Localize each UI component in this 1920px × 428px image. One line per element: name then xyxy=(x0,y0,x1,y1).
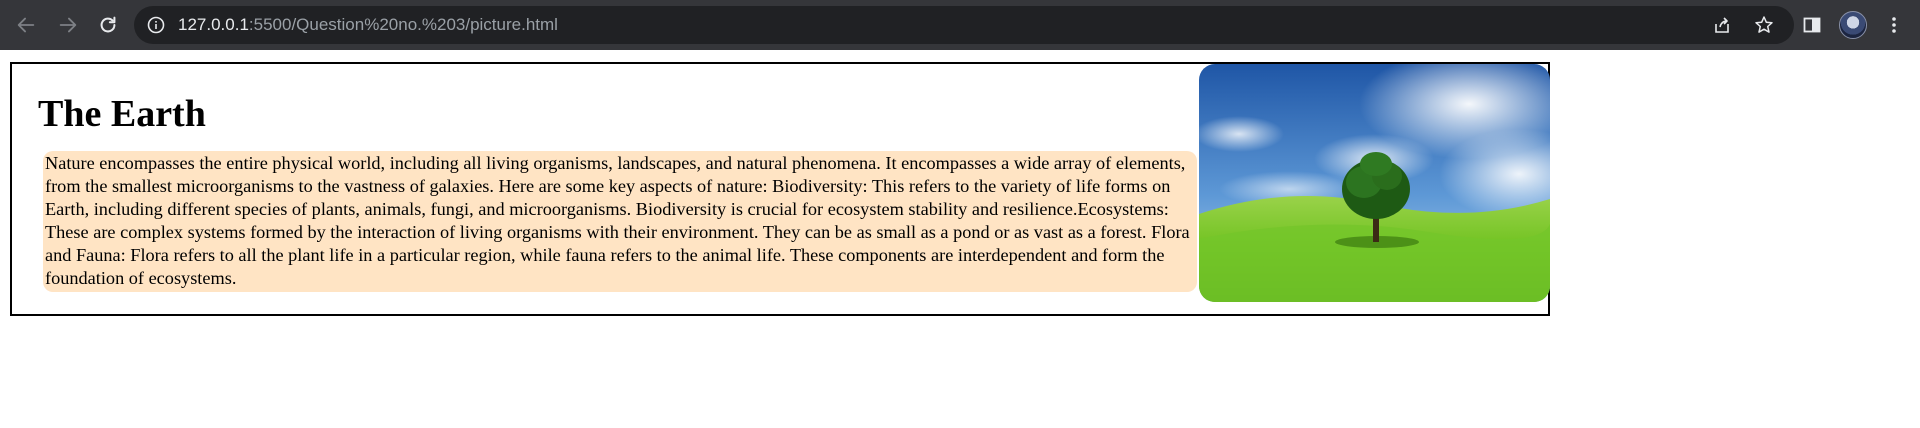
menu-button[interactable] xyxy=(1878,9,1910,41)
nature-paragraph: Nature encompasses the entire physical world, including all living organisms, landscapes, and natural phenomena. It encompasses a wide array of elements, from the smallest microorganisms to the vastness of galaxies. Here are some key aspects of nature: Biodiversity: This refers to the variety of life forms on Earth, including different species of plants, animals, fungi, and microorganisms. Biodiversity is crucial for ecosystem stability and resilience.Ecosystems: These are complex systems formed by the interaction of living organisms with their environment. They can be as small as a pond or as vast as a forest. Flora and Fauna: Flora refers to all the plant life in a particular region, while fauna refers to the animal life. These components are interdependent and form the foundation of ecosystems. xyxy=(43,151,1197,292)
bookmark-button[interactable] xyxy=(1752,13,1776,37)
tree-landscape-image xyxy=(1199,64,1550,302)
bookmark-star-icon xyxy=(1754,15,1774,35)
content-box xyxy=(10,62,1550,316)
earth-tree-picture xyxy=(1199,64,1550,302)
url-path: :5500/Question%20no.%203/picture.html xyxy=(248,15,558,34)
forward-button[interactable] xyxy=(52,9,84,41)
address-bar[interactable] xyxy=(134,6,1794,44)
reload-icon xyxy=(97,14,119,36)
url-host: 127.0.0.1 xyxy=(178,15,249,34)
back-icon xyxy=(15,14,37,36)
menu-icon xyxy=(1884,15,1904,35)
side-panel-icon xyxy=(1802,15,1822,35)
reload-button[interactable] xyxy=(92,9,124,41)
site-info-icon[interactable] xyxy=(146,15,166,35)
forward-icon xyxy=(57,14,79,36)
share-icon xyxy=(1712,15,1732,35)
page-title: The Earth xyxy=(38,93,206,135)
back-button[interactable] xyxy=(10,9,42,41)
browser-toolbar xyxy=(0,0,1920,50)
side-panel-button[interactable] xyxy=(1796,9,1828,41)
share-button[interactable] xyxy=(1710,13,1734,37)
profile-avatar[interactable] xyxy=(1839,11,1867,39)
url-text[interactable] xyxy=(178,6,558,44)
